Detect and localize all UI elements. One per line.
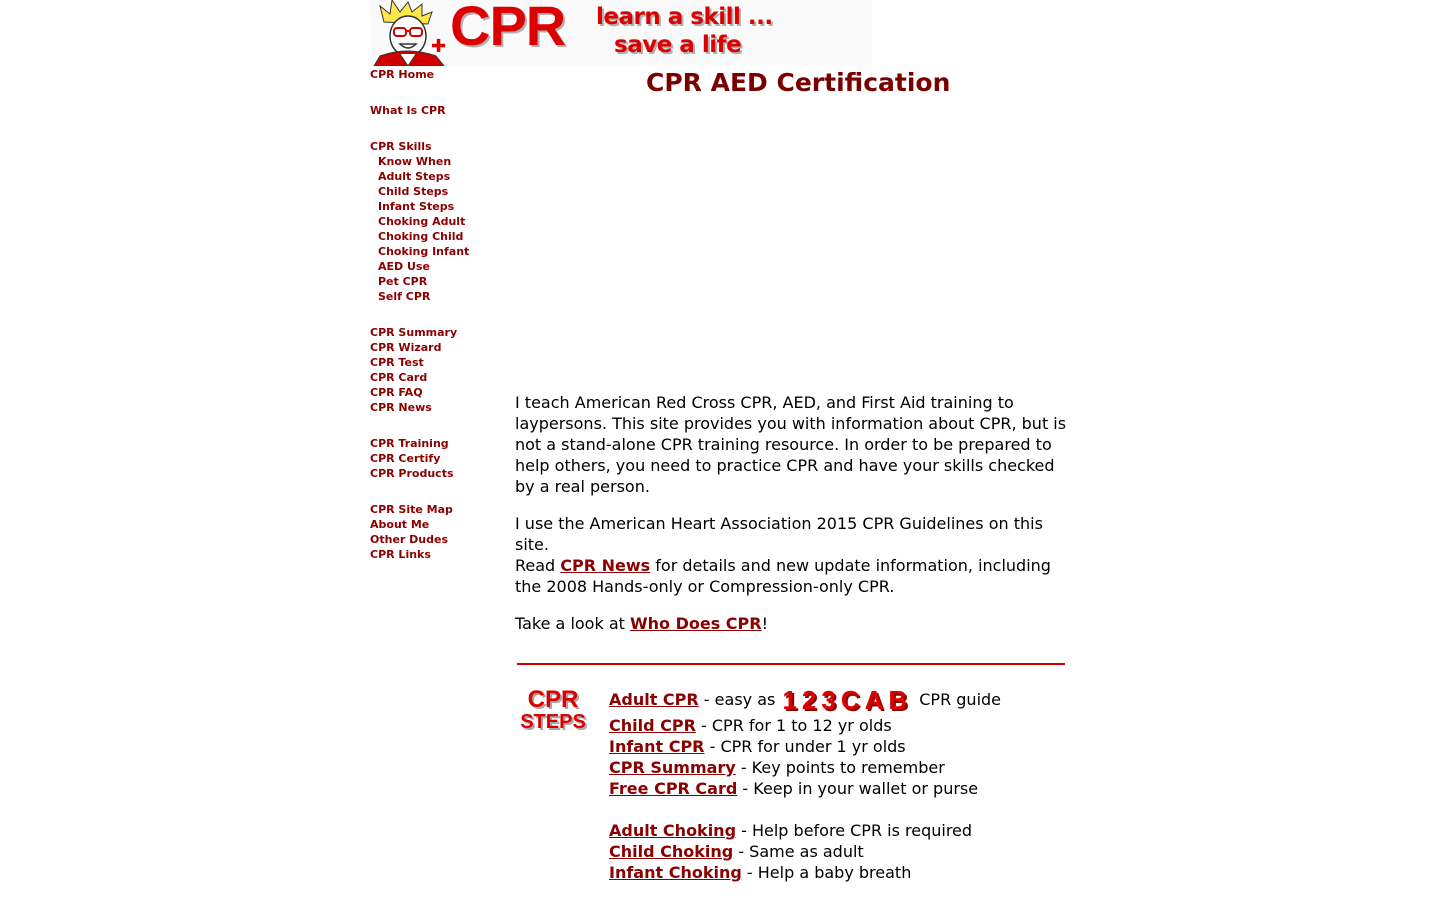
step-desc: - easy as — [698, 690, 781, 709]
nav-cpr-training[interactable]: CPR Training — [370, 437, 449, 450]
adult-cpr-link[interactable]: Adult CPR — [609, 690, 699, 709]
nav-cpr-news[interactable]: CPR News — [370, 401, 432, 414]
nav-pet-cpr[interactable]: Pet CPR — [378, 275, 428, 288]
step-desc: - CPR for 1 to 12 yr olds — [695, 716, 892, 735]
read-prefix: Read — [515, 556, 561, 575]
nav-child-steps[interactable]: Child Steps — [378, 185, 449, 198]
cpr-news-link[interactable]: CPR News — [560, 556, 651, 575]
step-desc: - Same as adult — [733, 842, 864, 861]
nav-aed-use[interactable]: AED Use — [378, 260, 430, 273]
nav-cpr-summary[interactable]: CPR Summary — [370, 326, 458, 339]
header-banner[interactable] — [370, 0, 872, 66]
infant-choking-link[interactable]: Infant Choking — [609, 863, 742, 882]
step-desc: - Keep in your wallet or purse — [737, 779, 979, 798]
step-desc: - CPR for under 1 yr olds — [704, 737, 906, 756]
free-cpr-card-link[interactable]: Free CPR Card — [609, 779, 738, 798]
nav-cpr-wizard[interactable]: CPR Wizard — [370, 341, 442, 354]
list-item — [609, 841, 864, 862]
who-does-cpr-paragraph — [515, 613, 1067, 634]
nav-choking-child[interactable]: Choking Child — [378, 230, 464, 243]
list-item — [609, 685, 1002, 715]
123-cab-graphic: 123CAB — [782, 685, 913, 715]
list-item — [609, 820, 972, 841]
nav-choking-adult[interactable]: Choking Adult — [378, 215, 466, 228]
nav-cpr-card[interactable]: CPR Card — [370, 371, 428, 384]
look-suffix: ! — [761, 614, 769, 633]
nav-cpr-products[interactable]: CPR Products — [370, 467, 454, 480]
adult-choking-link[interactable]: Adult Choking — [609, 821, 737, 840]
nav-cpr-links[interactable]: CPR Links — [370, 548, 431, 561]
cpr-logo-text: CPR — [450, 0, 566, 57]
infant-cpr-link[interactable]: Infant CPR — [609, 737, 705, 756]
list-item — [609, 715, 892, 736]
red-cross-icon: ✚ — [431, 36, 447, 57]
steps-logo-line1: CPR — [527, 686, 579, 713]
nav-cpr-certify[interactable]: CPR Certify — [370, 452, 441, 465]
nav-about-me[interactable]: About Me — [370, 518, 430, 531]
nav-cpr-site-map[interactable]: CPR Site Map — [370, 503, 453, 516]
page-title: CPR AED Certification — [646, 68, 951, 97]
step-desc: CPR guide — [914, 690, 1002, 709]
step-desc: - Help a baby breath — [741, 863, 912, 882]
guidelines-paragraph — [515, 513, 1067, 597]
child-choking-link[interactable]: Child Choking — [609, 842, 734, 861]
steps-logo-line2: STEPS — [520, 711, 586, 733]
tagline-save: save a life — [614, 32, 742, 58]
list-item — [609, 778, 978, 799]
nav-know-when[interactable]: Know When — [378, 155, 452, 168]
section-divider — [517, 663, 1065, 665]
nav-other-dudes[interactable]: Other Dudes — [370, 533, 448, 546]
nav-infant-steps[interactable]: Infant Steps — [378, 200, 455, 213]
nav-cpr-skills[interactable]: CPR Skills — [370, 140, 432, 153]
list-item — [609, 862, 911, 883]
nav-self-cpr[interactable]: Self CPR — [378, 290, 431, 303]
nav-cpr-home[interactable]: CPR Home — [370, 68, 435, 81]
cpr-summary-link[interactable]: CPR Summary — [609, 758, 736, 777]
list-item — [609, 736, 906, 757]
intro-paragraph: I teach American Red Cross CPR, AED, and First Aid training to laypersons. This site provides you with information about CPR, but is not a stand-alone CPR training resource. In order to be prepared to help others, you need to practice CPR and have your skills checked by a real person. — [515, 393, 1067, 496]
cpr-steps-logo — [519, 688, 587, 734]
nav-cpr-faq[interactable]: CPR FAQ — [370, 386, 423, 399]
nav-adult-steps[interactable]: Adult Steps — [378, 170, 451, 183]
look-prefix: Take a look at — [515, 614, 630, 633]
read-suffix: for details and new update information, including the 2008 Hands-only or Compression-only CPR. — [515, 556, 1051, 596]
tagline-learn: learn a skill ... — [596, 4, 773, 30]
child-cpr-link[interactable]: Child CPR — [609, 716, 696, 735]
nav-what-is-cpr[interactable]: What Is CPR — [370, 104, 446, 117]
nav-choking-infant[interactable]: Choking Infant — [378, 245, 470, 258]
step-desc: - Key points to remember — [735, 758, 945, 777]
who-does-cpr-link[interactable]: Who Does CPR — [629, 614, 762, 633]
list-item — [609, 757, 945, 778]
step-desc: - Help before CPR is required — [736, 821, 973, 840]
nav-cpr-test[interactable]: CPR Test — [370, 356, 424, 369]
guidelines-text: I use the American Heart Association 2015 CPR Guidelines on this site. — [515, 514, 1043, 554]
